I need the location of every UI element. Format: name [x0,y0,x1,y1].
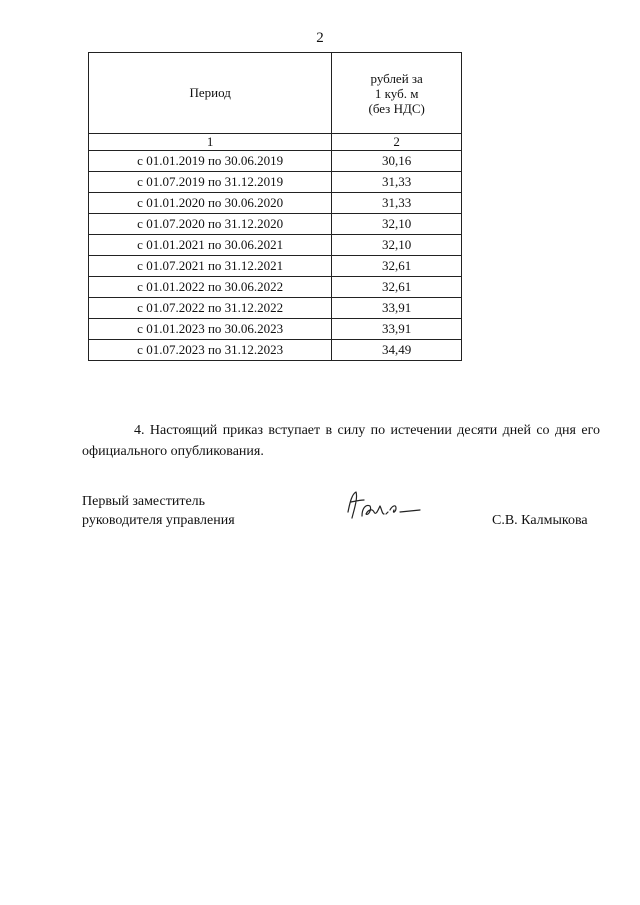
price-cell: 31,33 [332,172,462,193]
signer-name: С.В. Калмыкова [492,513,588,528]
price-cell: 32,10 [332,235,462,256]
period-cell: с 01.07.2019 по 31.12.2019 [89,172,332,193]
period-cell: с 01.07.2023 по 31.12.2023 [89,340,332,361]
price-cell: 33,91 [332,319,462,340]
table-row [89,340,462,361]
table-row [89,193,462,214]
table-header-row [89,53,462,134]
period-column-header: Период [89,53,332,134]
period-cell: с 01.01.2022 по 30.06.2022 [89,277,332,298]
table-row [89,172,462,193]
signer-title [82,492,235,530]
column-number-cell: 2 [332,134,462,151]
period-cell: с 01.01.2019 по 30.06.2019 [89,151,332,172]
price-header-line: 1 куб. м [374,85,419,101]
price-cell: 34,49 [332,340,462,361]
order-paragraph: 4. Настоящий приказ вступает в силу по истечении десяти дней со дня его официального опубликования. [82,423,600,459]
table-body [89,151,462,361]
table-row [89,151,462,172]
price-cell: 32,61 [332,277,462,298]
table-row [89,214,462,235]
table-row [89,277,462,298]
price-header-line: (без НДС) [368,100,425,116]
column-number-cell: 1 [89,134,332,151]
period-cell: с 01.07.2021 по 31.12.2021 [89,256,332,277]
period-cell: с 01.07.2022 по 31.12.2022 [89,298,332,319]
price-column-header [332,53,462,134]
column-number-row [89,134,462,151]
table-row [89,319,462,340]
price-cell: 31,33 [332,193,462,214]
page-number: 2 [316,30,324,46]
price-cell: 32,10 [332,214,462,235]
price-cell: 30,16 [332,151,462,172]
signer-title-line: руководителя управления [82,513,235,528]
tariff-table [88,52,462,361]
price-cell: 32,61 [332,256,462,277]
period-cell: с 01.07.2020 по 31.12.2020 [89,214,332,235]
price-header-line: рублей за [370,70,423,86]
handwritten-signature [344,488,424,524]
price-cell: 33,91 [332,298,462,319]
period-cell: с 01.01.2023 по 30.06.2023 [89,319,332,340]
period-cell: с 01.01.2021 по 30.06.2021 [89,235,332,256]
table-row [89,256,462,277]
table-row [89,298,462,319]
table-row [89,235,462,256]
signer-title-line: Первый заместитель [82,494,206,509]
period-cell: с 01.01.2020 по 30.06.2020 [89,193,332,214]
